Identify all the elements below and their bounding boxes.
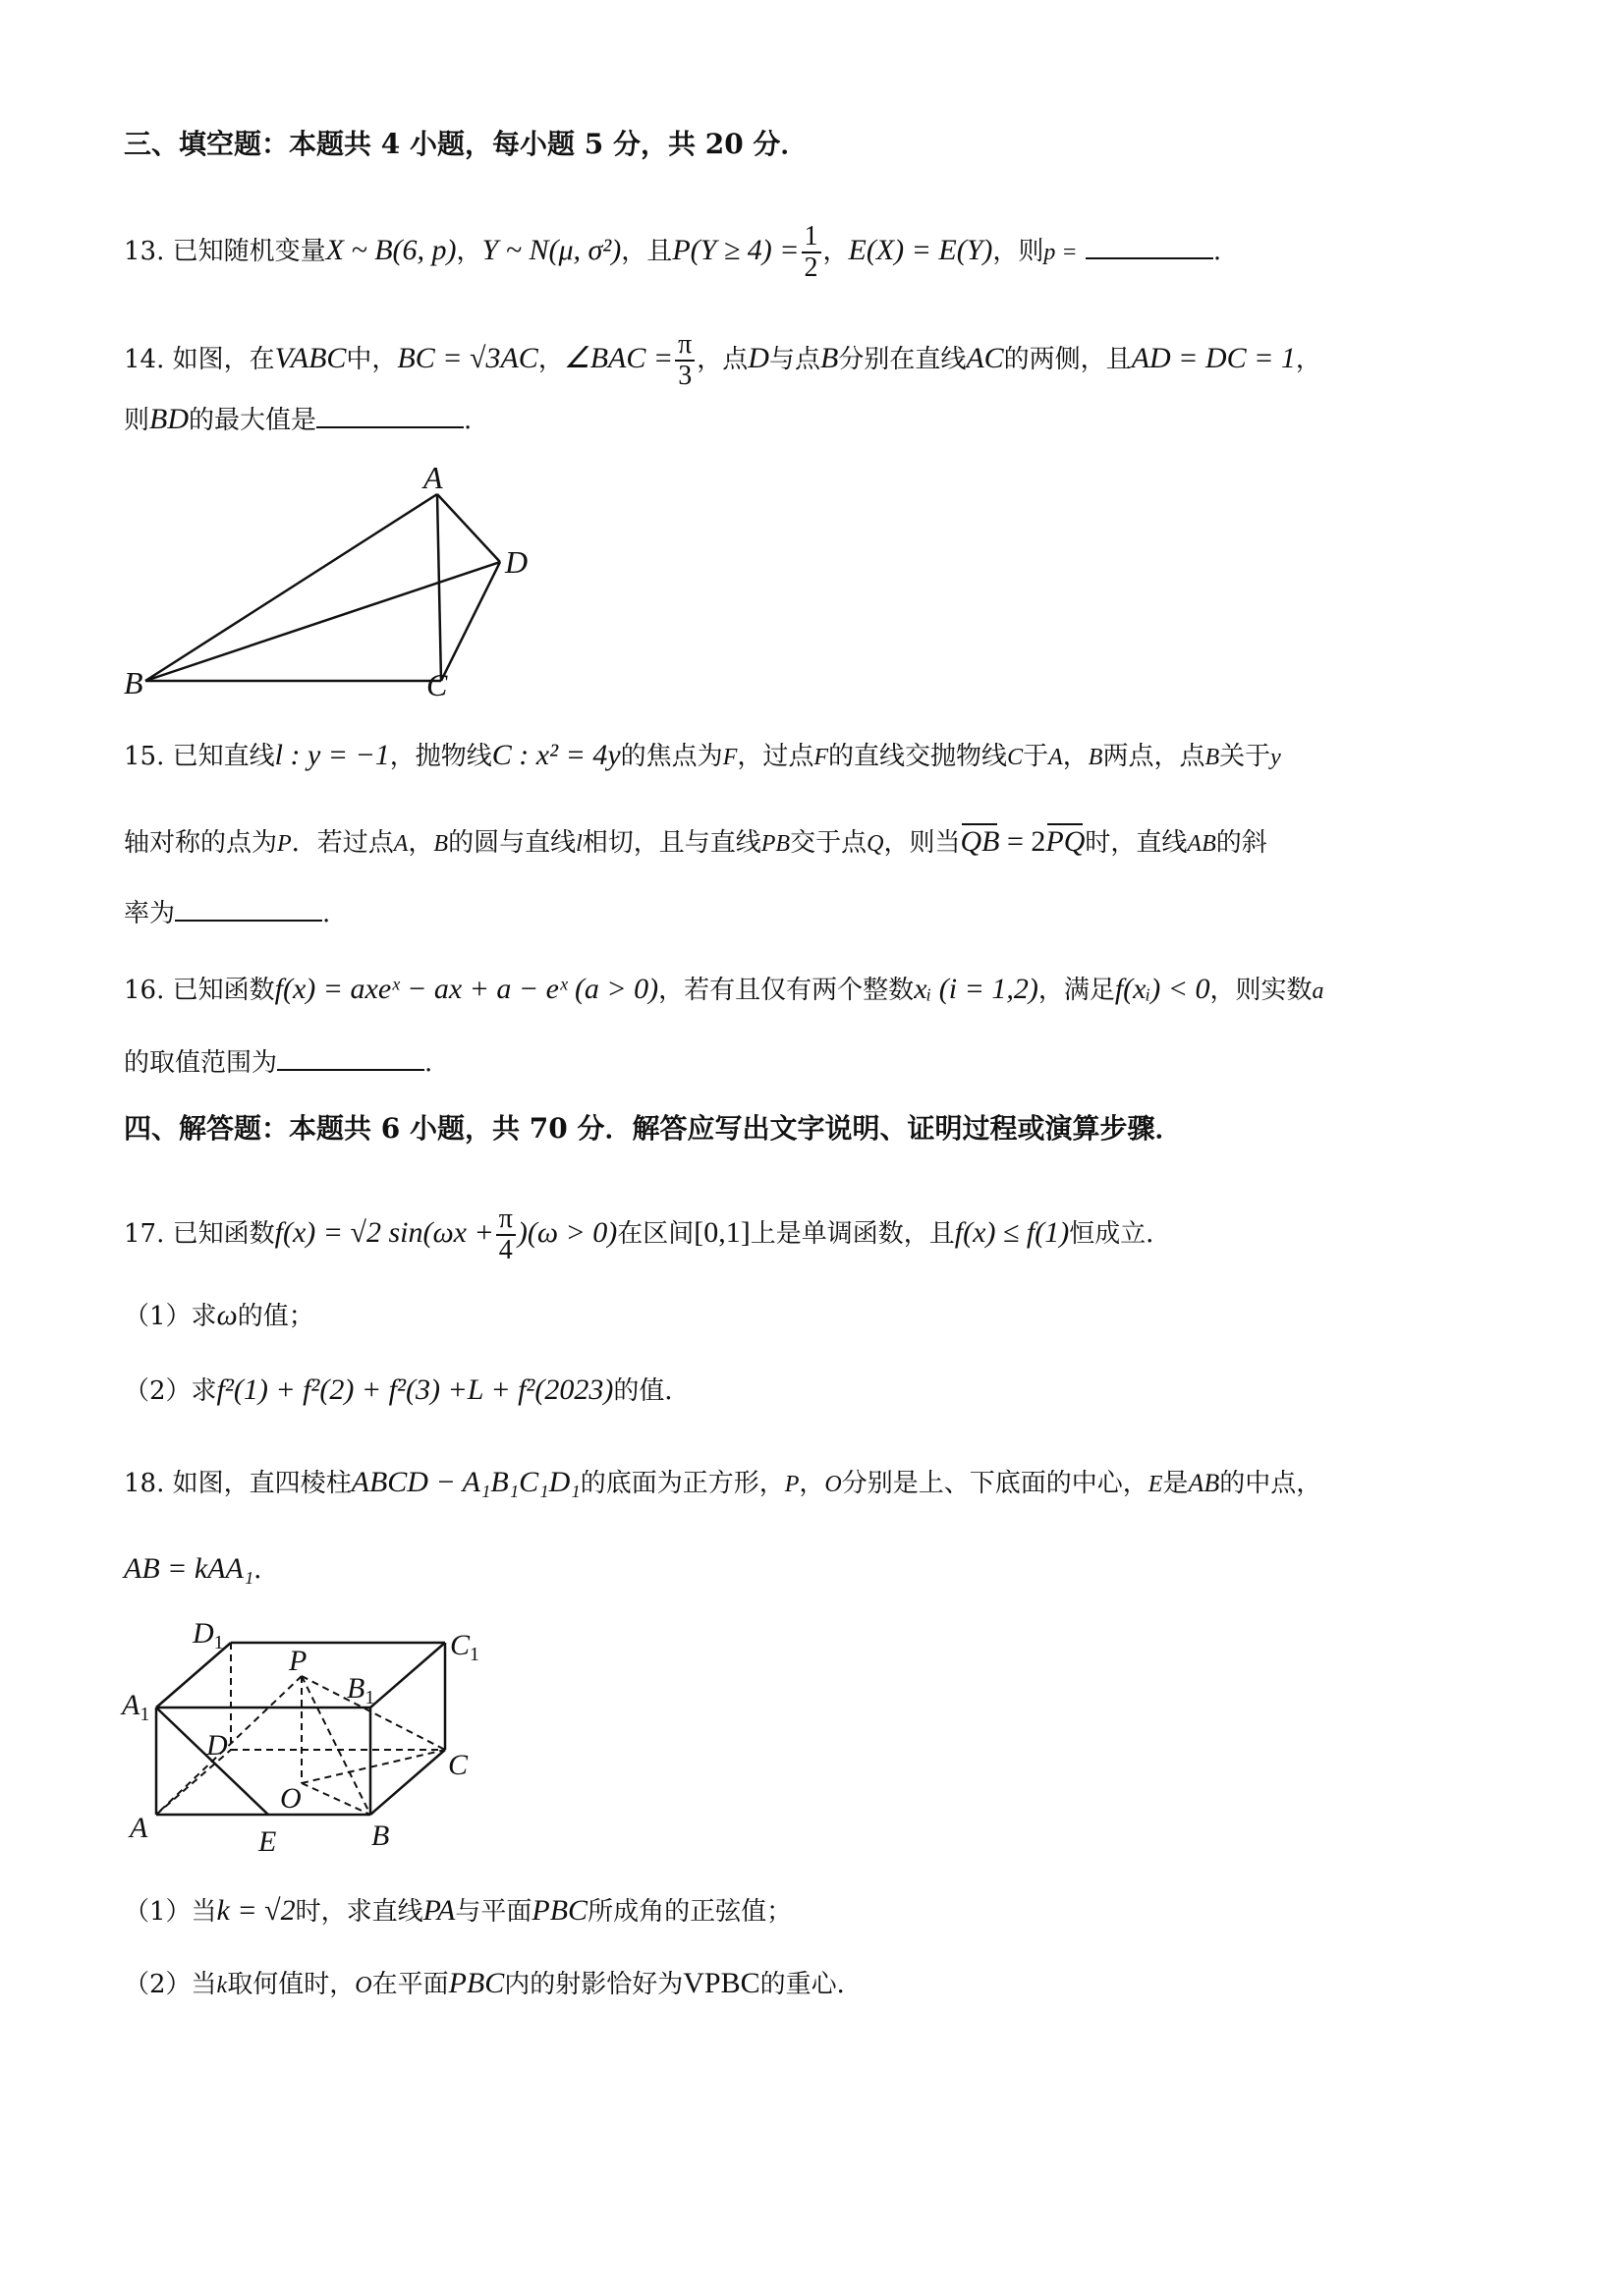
text: ， bbox=[822, 237, 849, 266]
text: . bbox=[1212, 237, 1222, 266]
text: 分别在直线 bbox=[838, 345, 967, 374]
math: PBC bbox=[448, 1967, 505, 1999]
text: 时，求直线 bbox=[295, 1897, 423, 1927]
math: Q bbox=[867, 831, 884, 857]
text: 的值． bbox=[613, 1376, 691, 1406]
text: ， bbox=[537, 345, 564, 374]
text: （2）求 bbox=[124, 1376, 217, 1406]
math: l : y = −1 bbox=[274, 739, 390, 771]
math: ω bbox=[216, 1299, 238, 1331]
text: 如图，直四棱柱 bbox=[172, 1469, 352, 1498]
segment-ac bbox=[437, 494, 441, 681]
text: 已知函数 bbox=[172, 1219, 275, 1249]
math: B bbox=[433, 831, 449, 857]
label-d1: $D_1$ bbox=[193, 1617, 224, 1653]
question-number: 16. bbox=[124, 976, 165, 1005]
text: 两点，点 bbox=[1102, 742, 1205, 771]
segment-oc bbox=[302, 1750, 445, 1783]
text: 的底面为正方形， bbox=[580, 1469, 785, 1498]
math: A bbox=[1048, 745, 1063, 770]
text: 上是单调函数，且 bbox=[750, 1219, 955, 1249]
text: ， bbox=[456, 237, 482, 266]
label-c: C bbox=[426, 667, 448, 702]
math: y bbox=[1270, 745, 1281, 770]
math: A bbox=[393, 831, 409, 857]
text: 的中点， bbox=[1219, 1469, 1322, 1498]
vector-pq: PQ bbox=[1045, 825, 1086, 858]
label-d: D bbox=[505, 544, 529, 580]
label-o: O bbox=[280, 1782, 302, 1815]
math: X ~ B(6, p) bbox=[325, 234, 457, 266]
text: 与点 bbox=[768, 345, 820, 374]
text: ，若有且仅有两个整数 bbox=[658, 976, 915, 1005]
question-17-part-2 bbox=[124, 1373, 690, 1408]
question-16-line-2 bbox=[124, 1045, 432, 1080]
segment-pa bbox=[156, 1676, 302, 1815]
question-18-part-2 bbox=[124, 1967, 863, 2002]
section-4-heading: 四、解答题：本题共 6 小题，共 70 分．解答应写出文字说明、证明过程或演算步骤． bbox=[124, 1112, 1183, 1145]
text: 分别是上、下底面的中心， bbox=[841, 1469, 1148, 1498]
math: AB bbox=[1188, 1469, 1220, 1497]
text: 的斜 bbox=[1215, 828, 1267, 858]
math: F bbox=[813, 745, 829, 770]
text: ， bbox=[408, 828, 434, 858]
text: 与平面 bbox=[455, 1897, 532, 1927]
figure-prism bbox=[120, 1617, 479, 1858]
math: P(Y ≥ 4) = bbox=[672, 234, 800, 266]
math: C : x² = 4y bbox=[491, 739, 621, 771]
text: ，点 bbox=[697, 345, 749, 374]
question-number: 13. bbox=[124, 237, 165, 266]
label-p: P bbox=[289, 1645, 308, 1677]
label-a: A bbox=[423, 460, 443, 495]
fraction-denominator: 4 bbox=[498, 1235, 513, 1265]
text: 在平面 bbox=[371, 1970, 449, 1999]
fraction-numerator: 1 bbox=[802, 222, 821, 253]
math: BD bbox=[149, 403, 190, 435]
math: [0,1] bbox=[694, 1216, 751, 1249]
math: f²(1) + f²(2) + f²(3) +L + f²(2023) bbox=[216, 1373, 614, 1406]
math: BC = √3AC bbox=[397, 342, 538, 374]
text: 的取值范围为 bbox=[124, 1048, 278, 1078]
math: f(x) ≤ f(1) bbox=[954, 1216, 1070, 1249]
math: xᵢ (i = 1,2) bbox=[914, 973, 1038, 1005]
math: )(ω > 0) bbox=[517, 1216, 618, 1249]
answer-blank[interactable] bbox=[277, 1045, 424, 1071]
text: 的焦点为 bbox=[620, 742, 723, 771]
text: ， bbox=[1062, 742, 1089, 771]
text: ，则 bbox=[992, 237, 1044, 266]
math: C bbox=[1007, 745, 1024, 770]
math: E(X) = E(Y) bbox=[848, 234, 993, 266]
question-15 bbox=[124, 739, 1281, 774]
question-13 bbox=[124, 222, 1221, 283]
math: PB bbox=[760, 831, 791, 857]
math: a bbox=[1312, 979, 1324, 1004]
math: k bbox=[216, 1973, 228, 1998]
label-d: D bbox=[206, 1729, 228, 1762]
fraction bbox=[802, 222, 821, 283]
question-number: 17. bbox=[124, 1219, 165, 1249]
answer-blank[interactable] bbox=[1086, 234, 1213, 259]
text: 如图，在 bbox=[172, 345, 275, 374]
label-c1: $C_1$ bbox=[450, 1629, 480, 1665]
math: l bbox=[576, 831, 583, 857]
math: Y ~ N(μ, σ²) bbox=[481, 234, 622, 266]
math: PBC bbox=[532, 1894, 588, 1927]
text: ， bbox=[1295, 345, 1321, 374]
segment-ob bbox=[302, 1783, 370, 1815]
text: ，则实数 bbox=[1209, 976, 1313, 1005]
text: . bbox=[464, 406, 473, 435]
text: ， bbox=[799, 1469, 825, 1498]
question-number: 14. bbox=[124, 345, 165, 374]
text: 所成角的正弦值； bbox=[588, 1897, 793, 1927]
label-b: B bbox=[371, 1820, 390, 1852]
label-b1: $B_1$ bbox=[347, 1672, 375, 1708]
answer-blank[interactable] bbox=[316, 403, 464, 428]
question-number: 15. bbox=[124, 742, 165, 771]
text: 已知随机变量 bbox=[172, 237, 326, 266]
text: ，满足 bbox=[1037, 976, 1115, 1005]
text: 中， bbox=[346, 345, 398, 374]
math: E bbox=[1147, 1472, 1163, 1497]
text: 的直线交抛物线 bbox=[828, 742, 1008, 771]
math: k = √2 bbox=[216, 1894, 296, 1927]
text: 已知直线 bbox=[172, 742, 275, 771]
math: O bbox=[824, 1472, 842, 1497]
text: ，且 bbox=[621, 237, 673, 266]
text: 相切，且与直线 bbox=[582, 828, 761, 858]
question-14 bbox=[124, 330, 1321, 391]
fraction-numerator: π bbox=[496, 1204, 516, 1236]
label-a: A bbox=[130, 1812, 148, 1844]
math: = 2 bbox=[999, 825, 1046, 858]
fraction bbox=[675, 330, 695, 391]
math: f(x) = √2 sin(ωx + bbox=[274, 1216, 494, 1249]
text: 内的射影恰好为 bbox=[504, 1970, 684, 1999]
question-18-part-1 bbox=[124, 1894, 792, 1929]
text: 的圆与直线 bbox=[448, 828, 577, 858]
text: . bbox=[322, 899, 331, 928]
text: 恒成立． bbox=[1069, 1219, 1172, 1249]
label-b: B bbox=[124, 665, 143, 700]
fraction-denominator: 3 bbox=[678, 361, 693, 391]
text: ，抛物线 bbox=[389, 742, 492, 771]
text: 率为 bbox=[124, 899, 176, 928]
edge-ad bbox=[156, 1750, 231, 1815]
math: B bbox=[1088, 745, 1103, 770]
text: 轴对称的点为 bbox=[124, 828, 278, 858]
math: O bbox=[355, 1973, 372, 1998]
question-15-line-2 bbox=[124, 825, 1267, 861]
label-a1: $A_1$ bbox=[122, 1689, 150, 1725]
text: ．若过点 bbox=[291, 828, 394, 858]
segment-bd bbox=[145, 562, 500, 681]
segment-a1e bbox=[156, 1708, 268, 1815]
text: 的重心． bbox=[759, 1970, 863, 1999]
math: AB bbox=[1187, 831, 1216, 857]
segment-pb bbox=[302, 1676, 370, 1815]
text: 是 bbox=[1162, 1469, 1189, 1498]
label-e: E bbox=[258, 1825, 277, 1858]
text: 关于 bbox=[1219, 742, 1271, 771]
math: PA bbox=[422, 1894, 456, 1927]
segment-pc bbox=[302, 1676, 445, 1750]
text: 时，直线 bbox=[1085, 828, 1188, 858]
text: 在区间 bbox=[617, 1219, 695, 1249]
text: 的值； bbox=[237, 1302, 314, 1331]
question-14-line-2 bbox=[124, 403, 472, 437]
text: 则 bbox=[124, 406, 150, 435]
section-3-heading: 三、填空题：本题共 4 小题，每小题 5 分，共 20 分． bbox=[124, 128, 809, 160]
text: 取何值时， bbox=[227, 1970, 356, 1999]
text: （1）当 bbox=[124, 1897, 217, 1927]
math: B bbox=[819, 342, 839, 374]
edge-bc bbox=[370, 1750, 445, 1815]
math: f(x) = axeˣ − ax + a − eˣ (a > 0) bbox=[274, 973, 659, 1005]
answer-blank[interactable] bbox=[175, 896, 322, 922]
fraction bbox=[496, 1204, 516, 1265]
question-15-line-3 bbox=[124, 896, 330, 930]
edge-d1a1 bbox=[156, 1643, 231, 1708]
label-c: C bbox=[448, 1749, 469, 1781]
question-17 bbox=[124, 1204, 1171, 1265]
fraction-numerator: π bbox=[675, 330, 695, 362]
math: p = bbox=[1043, 240, 1078, 265]
edge-b1c1 bbox=[370, 1643, 445, 1708]
math: B bbox=[1204, 745, 1220, 770]
math: D bbox=[748, 342, 769, 374]
question-16 bbox=[124, 973, 1323, 1008]
segment-dc bbox=[441, 562, 500, 681]
math: P bbox=[277, 831, 292, 857]
text: . bbox=[424, 1048, 433, 1078]
segment-ab bbox=[145, 494, 437, 681]
fraction-denominator: 2 bbox=[804, 252, 818, 283]
text: ． bbox=[253, 1555, 280, 1585]
math: ABCD − A₁B₁C₁D₁ bbox=[351, 1466, 581, 1498]
vector-qb: QB bbox=[960, 825, 1000, 858]
math: AB = kAA₁ bbox=[124, 1552, 254, 1585]
math: ∠BAC = bbox=[563, 342, 674, 374]
math: P bbox=[784, 1472, 800, 1497]
text: 已知函数 bbox=[172, 976, 275, 1005]
question-18 bbox=[124, 1466, 1321, 1501]
math: VABC bbox=[274, 342, 347, 374]
math: VPBC bbox=[683, 1967, 760, 1999]
segment-ad bbox=[437, 494, 500, 562]
text: ，过点 bbox=[737, 742, 814, 771]
text: ，则当 bbox=[883, 828, 961, 858]
math: f(xᵢ) < 0 bbox=[1114, 973, 1210, 1005]
text: 交于点 bbox=[790, 828, 867, 858]
math: AD = DC = 1 bbox=[1131, 342, 1296, 374]
question-17-part-1 bbox=[124, 1299, 314, 1333]
question-number: 18. bbox=[124, 1469, 165, 1498]
text: 的最大值是 bbox=[189, 406, 317, 435]
question-18-line-2 bbox=[124, 1552, 279, 1587]
math: F bbox=[722, 745, 738, 770]
text: 的两侧，且 bbox=[1003, 345, 1132, 374]
text: 于 bbox=[1023, 742, 1049, 771]
math: AC bbox=[966, 342, 1004, 374]
text: （1）求 bbox=[124, 1302, 217, 1331]
text: （2）当 bbox=[124, 1970, 217, 1999]
